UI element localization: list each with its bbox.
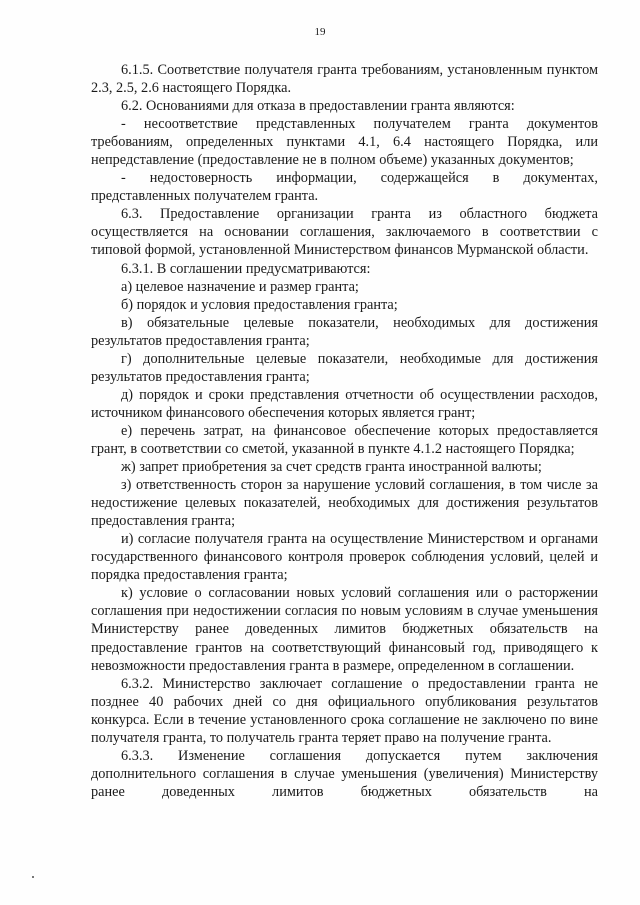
list-item-z: з) ответственность сторон за нарушение условий соглашения, в том числе за недостижение целевых показателей, необходимых для достижения результатов предоставления гранта; — [91, 477, 598, 530]
paragraph-6-3: 6.3. Предоставление организации гранта из областного бюджета осуществляется на основании соглашения, заключаемого в соответствии с типовой формой, установленной Министерством финансов Мурманской области. — [91, 206, 598, 259]
list-item-refusal-1: - несоответствие представленных получателем гранта документов требованиям, определенных пунктами 4.1, 6.4 настоящего Порядка, или непредставление (предоставление не в полном объеме) указанных документов; — [91, 116, 598, 169]
list-item-zh: ж) запрет приобретения за счет средств гранта иностранной валюты; — [121, 459, 542, 476]
list-item-a: а) целевое назначение и размер гранта; — [121, 278, 359, 295]
list-item-g: г) дополнительные целевые показатели, необходимые для достижения результатов предоставления гранта; — [91, 350, 598, 385]
paragraph-6-3-2: 6.3.2. Министерство заключает соглашение о предоставлении гранта не позднее 40 рабочих дней со дня официального опубликования результатов конкурса. Если в течение установленного срока соглашение не заключено по вине получателя гранта, то получатель гранта теряет право на получение гранта. — [91, 675, 598, 746]
list-item-k: к) условие о согласовании новых условий соглашения или о расторжении соглашения при недостижении согласия по новым условиям в случае уменьшения Министерству ранее доведенных лимитов бюджетных обязательств на предоставление грантов на соответствующий финансовый год, приводящего к невозможности предоставления гранта в размере, определенном в соглашении. — [91, 585, 598, 674]
document-body — [91, 61, 598, 801]
paragraph-6-3-3: 6.3.3. Изменение соглашения допускается путем заключения дополнительного соглашения в случае уменьшения (увеличения) Министерству ранее доведенных лимитов бюджетных обязательств на — [91, 747, 598, 800]
list-item-i: и) согласие получателя гранта на осуществление Министерством и органами государственного финансового контроля проверок соблюдения условий, целей и порядка предоставления гранта; — [91, 531, 598, 584]
list-item-e: е) перечень затрат, на финансовое обеспечение которых предоставляется грант, в соответствии со сметой, указанной в пункте 4.1.2 настоящего Порядка; — [91, 422, 598, 457]
paragraph-6-2: 6.2. Основаниями для отказа в предоставлении гранта являются: — [121, 98, 515, 115]
scan-artifact — [32, 876, 34, 878]
list-item-d: д) порядок и сроки представления отчетности об осуществлении расходов, источником финансового обеспечения которых является грант; — [91, 386, 598, 421]
paragraph-6-1-5: 6.1.5. Соответствие получателя гранта требованиям, установленным пунктом 2.3, 2.5, 2.6 настоящего Порядка. — [91, 62, 598, 97]
list-item-refusal-2: - недостоверность информации, содержащейся в документах, представленных получателем гранта. — [91, 170, 598, 205]
paragraph-6-3-1: 6.3.1. В соглашении предусматриваются: — [121, 260, 371, 277]
list-item-v: в) обязательные целевые показатели, необходимых для достижения результатов предоставления гранта; — [91, 314, 598, 349]
list-item-b: б) порядок и условия предоставления гранта; — [121, 296, 398, 313]
page-number: 19 — [314, 26, 326, 38]
